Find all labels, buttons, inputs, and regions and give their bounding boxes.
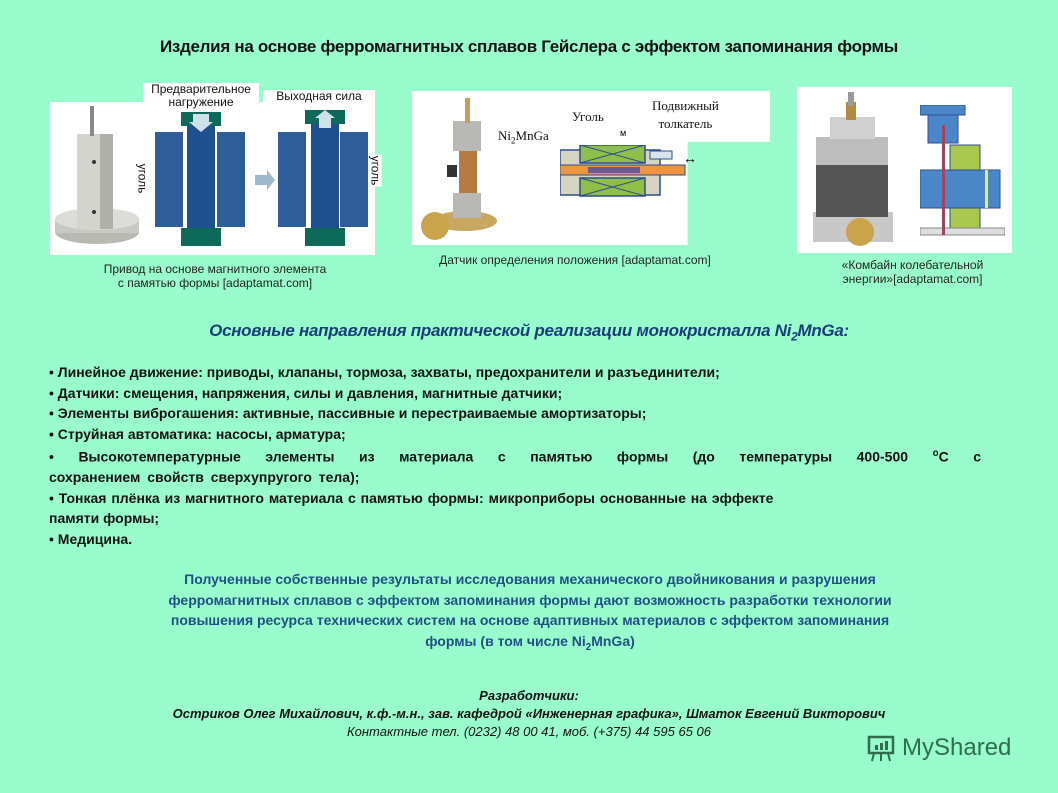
- page-title: Изделия на основе ферромагнитных сплавов Гейслера с эффектом запоминания формы: [159, 37, 899, 56]
- list-item: • Высокотемпературные элементы из материала с памятью формы (до температуры 400-500 $^o$C с сохранением свойств сверхупругого тела);: [49, 448, 981, 486]
- developers-names: Остриков Олег Михайлович, к.ф.-м.н., зав. кафедрой «Инженерная графика», Шматок Евгений Викторович: [172, 706, 886, 721]
- developers-contacts: Контактные тел. (0232) 48 00 41, моб. (+375) 44 595 65 06: [347, 724, 711, 739]
- sensor-photo: [415, 93, 515, 243]
- alloy-label: $Ni_2MnGa$: [498, 128, 549, 146]
- pusher-label: Подвижный толкатель: [652, 98, 719, 131]
- list-item: • Элементы виброгашения: активные, пассивные и перестраиваемые амортизаторы;: [49, 405, 647, 421]
- applications-list: [49, 362, 981, 549]
- list-item: • Медицина.: [49, 530, 133, 547]
- section-subtitle: Основные направления практической реализации монокристалла $Ni_2MnGa$:: [209, 321, 849, 344]
- sensor-caption: Датчик определения положения [adaptamat.com]: [439, 253, 711, 267]
- results-paragraph: Полученные собственные результаты исследования механического двойникования и разрушения ферромагнитных сплавов с эффектом запоминания формы дают возможность разработки технологии повышения ресурса технических систем на основе адаптивных материалов с эффектом запоминания формы (в том числе $Ni_2MnGa$): [168, 571, 892, 653]
- actuator-diagram: [155, 110, 375, 255]
- preload-label: Предварительное нагружение: [143, 83, 259, 109]
- corner-label-left: уголь: [135, 163, 150, 194]
- harvester-diagram: [920, 105, 1005, 240]
- list-item: • Тонкая плёнка из магнитного материала с памятью формы: микроприборы основанные на эффекте памяти формы;: [49, 489, 774, 527]
- harvester-photo: [808, 92, 898, 247]
- presentation-board-icon: [866, 733, 896, 763]
- list-item: • Линейное движение: приводы, клапаны, тормоза, захваты, предохранители и разъединители;: [49, 364, 720, 380]
- myshared-watermark[interactable]: [866, 733, 1011, 763]
- watermark-text: MyShared: [902, 734, 1012, 761]
- developers-heading: Разработчики:: [479, 688, 579, 703]
- list-item: • Датчики: смещения, напряжения, силы и давления, магнитные датчики;: [49, 384, 563, 401]
- corner-label-right: уголь: [368, 155, 383, 186]
- list-item: • Струйная автоматика: насосы, арматура;: [49, 425, 346, 442]
- left-magnet: [155, 112, 245, 246]
- sensor-corner-label: Уголь: [572, 109, 604, 124]
- sensor-diagram: [560, 145, 700, 210]
- actuator-caption: Привод на основе магнитного элемента с памятью формы [adaptamat.com]: [103, 262, 327, 290]
- harvester-caption: «Комбайн колебательной энергии»[adaptamat.com]: [841, 258, 984, 286]
- right-magnet: [278, 110, 368, 246]
- output-force-label: Выходная сила: [263, 90, 375, 103]
- m-label: м: [620, 128, 627, 138]
- actuator-photo: [52, 104, 142, 254]
- double-arrow-icon: ↔: [683, 150, 697, 166]
